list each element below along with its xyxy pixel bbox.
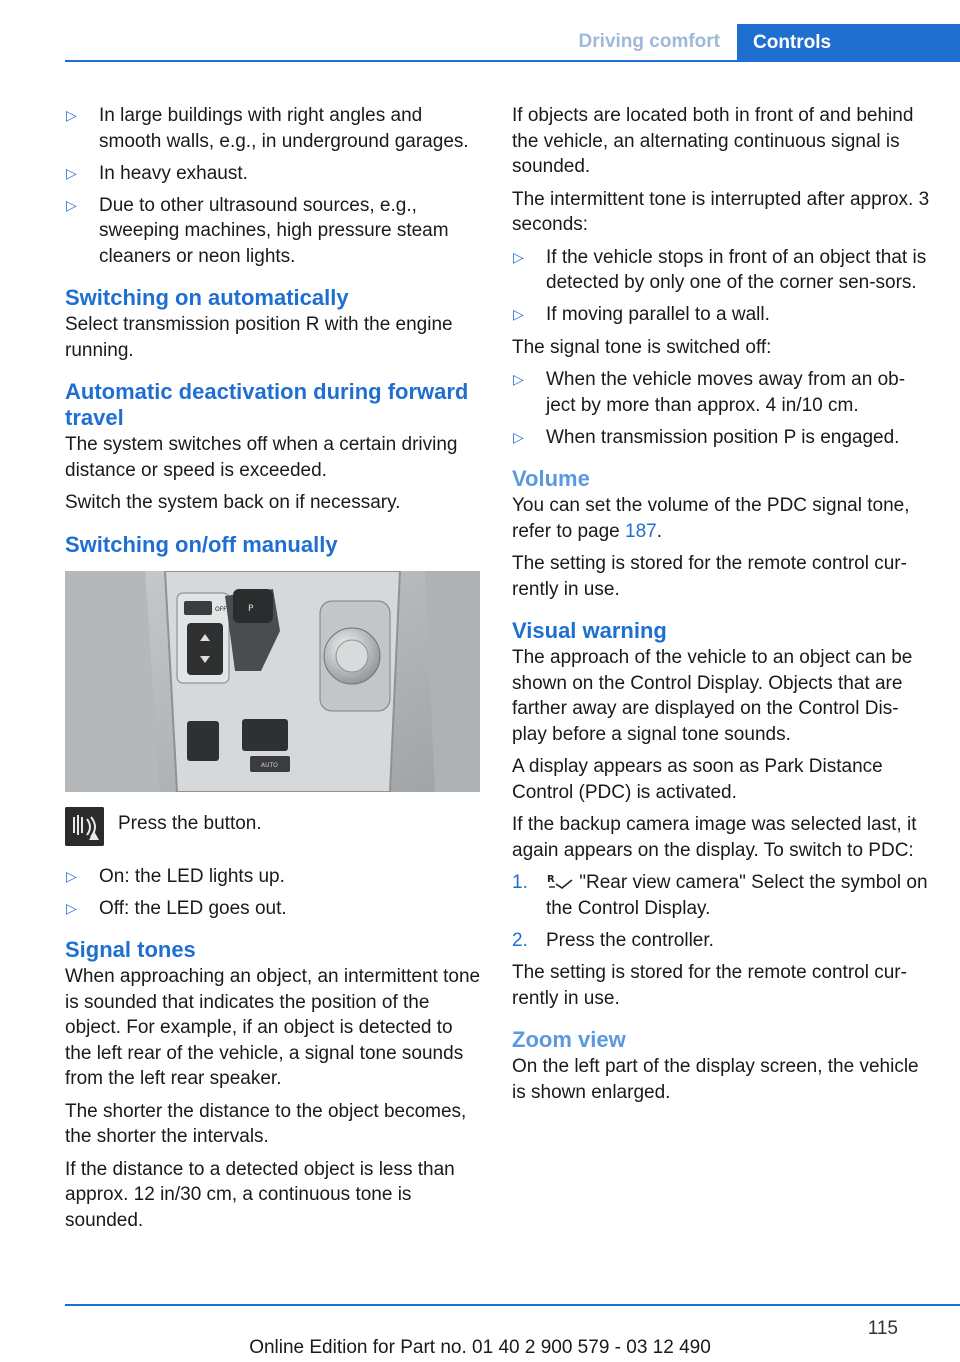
steps-list (512, 870, 930, 953)
list-item: ▷ Off: the LED goes out. (65, 896, 483, 922)
footer-rule (65, 1304, 960, 1306)
volume-text-end: . (656, 520, 663, 542)
switch-off-list (512, 367, 930, 450)
off-label: OFF (215, 605, 227, 613)
heading-signal-tones: Signal tones (65, 937, 196, 962)
heading-visual-warning: Visual warning (512, 618, 667, 643)
heading-automatic-deactivation: Automatic deactivation during forward travel (65, 379, 469, 430)
heading-volume: Volume (512, 466, 590, 491)
paragraph: The setting is stored for the remote control cur‐rently in use. (512, 553, 907, 600)
auto-label: AUTO (261, 761, 278, 769)
paragraph: If objects are located both in front of and behind the vehicle, an alternating continuous signal is sounded. (512, 105, 914, 177)
paragraph: A display appears as soon as Park Distance Control (PDC) is activated. (512, 756, 883, 803)
list-item: ▷ In large buildings with right angles and smooth walls, e.g., in underground garages. (65, 103, 483, 154)
step-item (512, 870, 930, 921)
paragraph: The shorter the distance to the object becomes, the shorter the intervals. (65, 1100, 467, 1147)
svg-text:R: R (547, 874, 555, 885)
step-text: "Rear view camera" Select the symbol on the Control Display. (546, 872, 928, 919)
rear-view-camera-icon (546, 872, 574, 890)
center-console-photo (65, 571, 480, 792)
paragraph: On the left part of the display screen, the vehicle is shown enlarged. (512, 1056, 919, 1103)
paragraph: If the backup camera image was selected last, it again appears on the display. To switch to PDC: (512, 814, 917, 861)
list-item: ▷ When transmission position P is engaged. (512, 425, 930, 451)
list-item: ▷ If moving parallel to a wall. (512, 302, 930, 328)
paragraph: The signal tone is switched off: (512, 336, 772, 358)
step-number: 1. (512, 872, 528, 893)
paragraph: Select transmission position R with the engine running. (65, 314, 453, 361)
paragraph: The setting is stored for the remote control cur‐rently in use. (512, 962, 907, 1009)
step-item (512, 928, 930, 954)
pdc-button-icon (65, 807, 104, 846)
heading-switching-manually: Switching on/off manually (65, 531, 338, 557)
right-column (512, 103, 930, 1112)
paragraph: The system switches off when a certain driving distance or speed is exceeded. (65, 434, 458, 481)
paragraph: The approach of the vehicle to an object can be shown on the Control Display. Objects that are farther away are displayed on the Control Dis‐play before a signal tone sounds. (512, 647, 913, 745)
paragraph: Switch the system back on if necessary. (65, 492, 401, 513)
list-item: ▷ When the vehicle moves away from an ob‐ject by more than approx. 4 in/10 cm. (512, 367, 930, 418)
header-rule (65, 60, 960, 62)
header-section-title: Driving comfort (578, 31, 720, 52)
led-state-list (65, 864, 483, 922)
paragraph: If the distance to a detected object is less than approx. 12 in/30 cm, a continuous tone is sounded. (65, 1158, 455, 1231)
heading-switching-on-automatically: Switching on automatically (65, 285, 349, 310)
paragraph: When approaching an object, an intermittent tone is sounded that indicates the position of the object. For example, if an object is detected to the left rear of the vehicle, a signal tone sounds from the left rear speaker. (65, 966, 481, 1089)
list-item: ▷ In heavy exhaust. (65, 161, 483, 187)
list-item: ▷ On: the LED lights up. (65, 864, 483, 890)
edition-footer: Online Edition for Part no. 01 40 2 900 579 - 03 12 490 (249, 1337, 711, 1358)
interruption-list (512, 245, 930, 328)
press-button-row (65, 811, 483, 850)
heading-zoom-view: Zoom view (512, 1027, 626, 1052)
list-item: ▷ If the vehicle stops in front of an object that is detected by only one of the corner sen‐sors. (512, 245, 930, 296)
interference-list (65, 103, 483, 269)
step-text: Press the controller. (546, 929, 714, 951)
step-number: 2. (512, 929, 528, 951)
header-chapter-tab: Controls (737, 24, 960, 62)
volume-text: You can set the volume of the PDC signal tone, refer to page (512, 495, 910, 542)
page-link[interactable]: 187 (625, 520, 657, 542)
paragraph: The intermittent tone is interrupted after approx. 3 seconds: (512, 188, 930, 235)
press-button-text: Press the button. (118, 812, 262, 834)
list-item: ▷ Due to other ultrasound sources, e.g., sweeping machines, high pressure steam cleaners or neon lights. (65, 193, 483, 270)
left-column (65, 103, 483, 1240)
paragraph (512, 493, 930, 544)
page-number: 115 (867, 1318, 898, 1339)
svg-text:P: P (248, 603, 254, 614)
